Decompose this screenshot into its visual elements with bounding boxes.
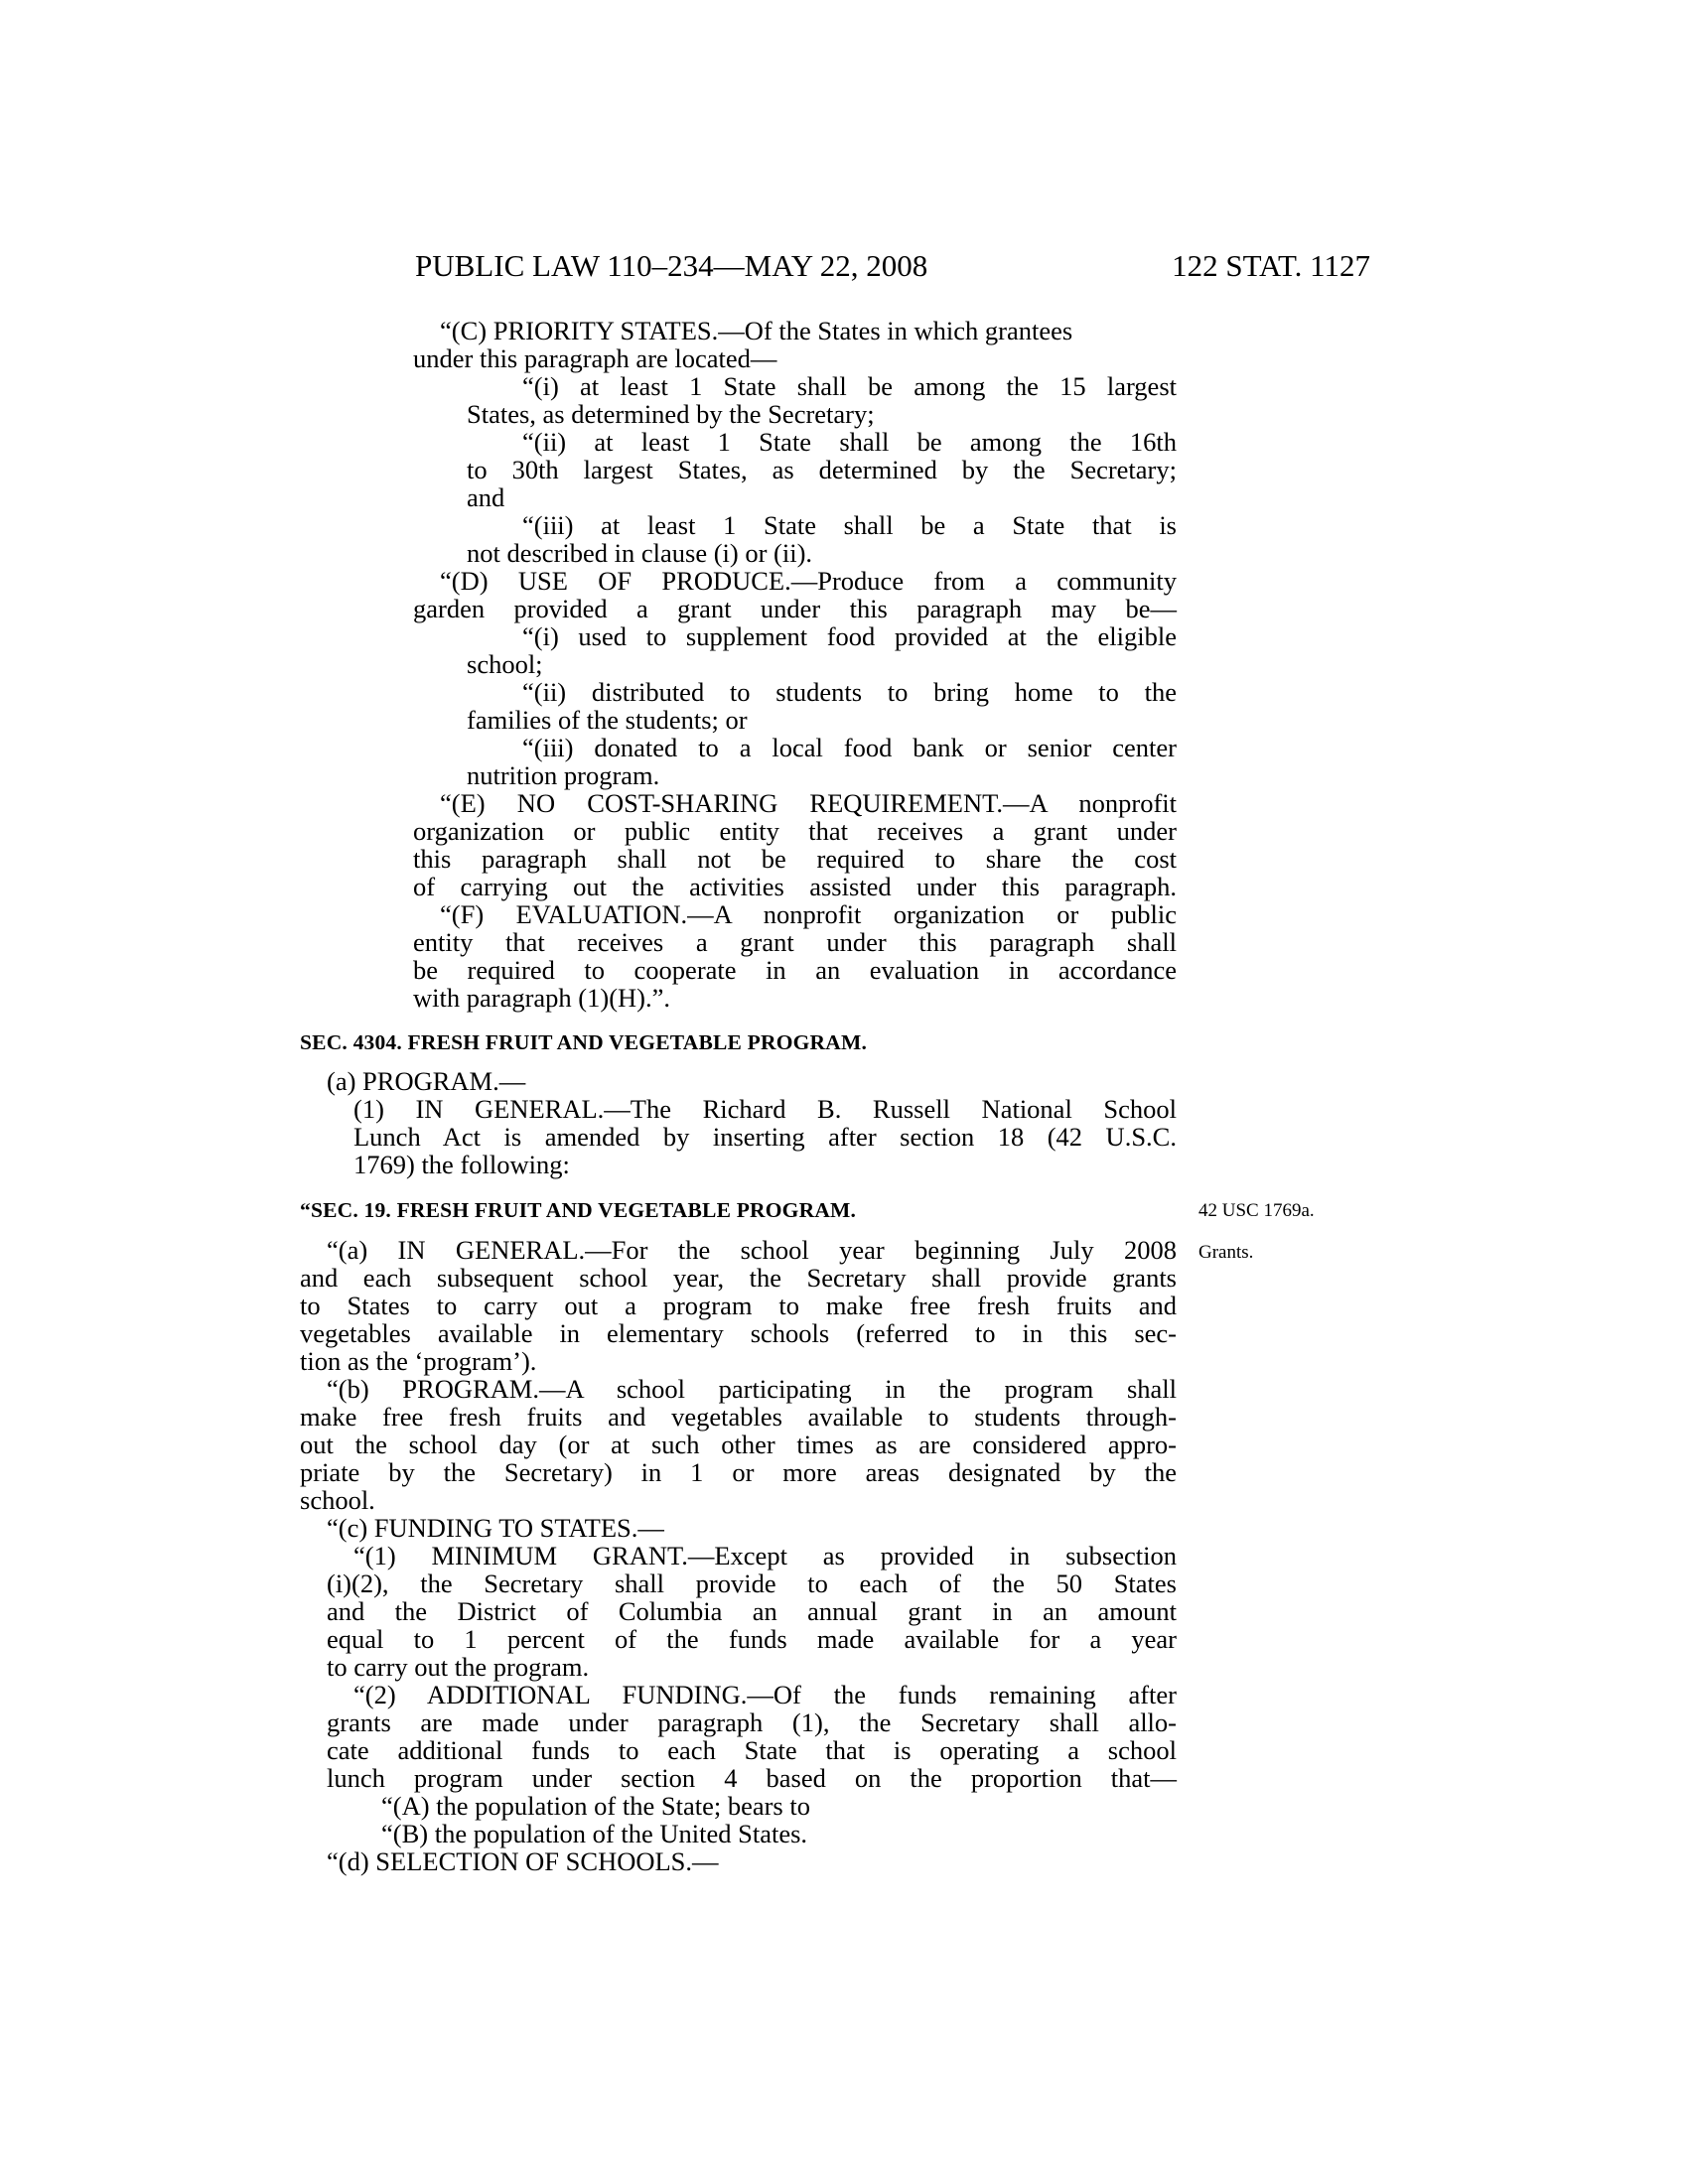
- section-4304-heading: SEC. 4304. FRESH FRUIT AND VEGETABLE PROGRAM.: [300, 1030, 868, 1054]
- text-line: school;: [467, 649, 543, 679]
- text-line: with paragraph (1)(H).”.: [413, 983, 670, 1013]
- text-line: (1) IN GENERAL.—The Richard B. Russell National School: [353, 1094, 1177, 1124]
- text-line: “(ii) at least 1 State shall be among the 16th: [522, 427, 1177, 457]
- margin-note-usc: 42 USC 1769a.: [1198, 1200, 1315, 1221]
- text-line: “(A) the population of the State; bears to: [381, 1791, 810, 1821]
- text-line: and: [467, 482, 505, 512]
- text-line: “(i) used to supplement food provided at the eligible: [522, 621, 1177, 651]
- text-line: and each subsequent school year, the Secretary shall provide grants: [300, 1263, 1177, 1293]
- section-19-heading: “SEC. 19. FRESH FRUIT AND VEGETABLE PROGRAM.: [300, 1198, 857, 1222]
- text-line: States, as determined by the Secretary;: [467, 399, 875, 429]
- text-line: (i)(2), the Secretary shall provide to each of the 50 States: [327, 1569, 1177, 1598]
- text-line: “(C) PRIORITY STATES.—Of the States in which grantees: [440, 316, 1073, 345]
- text-line: organization or public entity that receives a grant under: [413, 816, 1177, 846]
- text-line: this paragraph shall not be required to share the cost: [413, 844, 1177, 874]
- text-line: lunch program under section 4 based on the proportion that—: [327, 1763, 1177, 1793]
- text-line: “(a) IN GENERAL.—For the school year beginning July 2008: [327, 1235, 1177, 1265]
- text-line: be required to cooperate in an evaluation in accordance: [413, 955, 1177, 985]
- text-line: “(E) NO COST-SHARING REQUIREMENT.—A nonprofit: [440, 788, 1177, 818]
- text-line: entity that receives a grant under this paragraph shall: [413, 927, 1177, 957]
- page-header: [415, 248, 1370, 288]
- text-line: “(F) EVALUATION.—A nonprofit organization or public: [440, 899, 1177, 929]
- text-line: nutrition program.: [467, 760, 660, 790]
- text-line: cate additional funds to each State that is operating a school: [327, 1735, 1177, 1765]
- text-line: to carry out the program.: [327, 1652, 590, 1682]
- text-line: “(iii) at least 1 State shall be a State that is: [522, 510, 1177, 540]
- margin-note-grants: Grants.: [1198, 1242, 1254, 1263]
- text-line: of carrying out the activities assisted under this paragraph.: [413, 872, 1177, 901]
- text-line: out the school day (or at such other times as are considered appro-: [300, 1430, 1177, 1459]
- text-line: “(c) FUNDING TO STATES.—: [327, 1513, 664, 1543]
- text-line: school.: [300, 1485, 375, 1515]
- statute-page-number: 122 STAT. 1127: [1172, 248, 1370, 283]
- text-line: “(2) ADDITIONAL FUNDING.—Of the funds remaining after: [353, 1680, 1177, 1709]
- text-line: “(ii) distributed to students to bring home to the: [522, 677, 1177, 707]
- text-line: “(i) at least 1 State shall be among the 15 largest: [522, 371, 1177, 401]
- text-line: make free fresh fruits and vegetables available to students through-: [300, 1402, 1177, 1432]
- text-line: tion as the ‘program’).: [300, 1346, 537, 1376]
- text-line: to 30th largest States, as determined by the Secretary;: [467, 455, 1177, 484]
- text-line: vegetables available in elementary schools (referred to in this sec-: [300, 1318, 1177, 1348]
- text-line: “(d) SELECTION OF SCHOOLS.—: [327, 1846, 719, 1876]
- text-line: grants are made under paragraph (1), the Secretary shall allo-: [327, 1707, 1177, 1737]
- text-line: families of the students; or: [467, 705, 748, 735]
- text-line: equal to 1 percent of the funds made available for a year: [327, 1624, 1177, 1654]
- text-line: “(D) USE OF PRODUCE.—Produce from a community: [440, 566, 1177, 596]
- text-line: 1769) the following:: [353, 1150, 570, 1179]
- public-law-title: PUBLIC LAW 110–234—MAY 22, 2008: [415, 248, 928, 283]
- text-line: priate by the Secretary) in 1 or more areas designated by the: [300, 1457, 1177, 1487]
- text-line: to States to carry out a program to make free fresh fruits and: [300, 1291, 1177, 1320]
- text-line: not described in clause (i) or (ii).: [467, 538, 813, 568]
- text-line: under this paragraph are located—: [413, 343, 777, 373]
- text-line: “(iii) donated to a local food bank or senior center: [522, 733, 1177, 762]
- text-line: “(B) the population of the United States.: [381, 1819, 808, 1848]
- text-line: Lunch Act is amended by inserting after section 18 (42 U.S.C.: [353, 1122, 1177, 1152]
- text-line: (a) PROGRAM.—: [327, 1066, 526, 1096]
- text-line: garden provided a grant under this paragraph may be—: [413, 594, 1177, 623]
- text-line: and the District of Columbia an annual grant in an amount: [327, 1596, 1177, 1626]
- text-line: “(b) PROGRAM.—A school participating in the program shall: [327, 1374, 1177, 1404]
- text-line: “(1) MINIMUM GRANT.—Except as provided in subsection: [353, 1541, 1177, 1570]
